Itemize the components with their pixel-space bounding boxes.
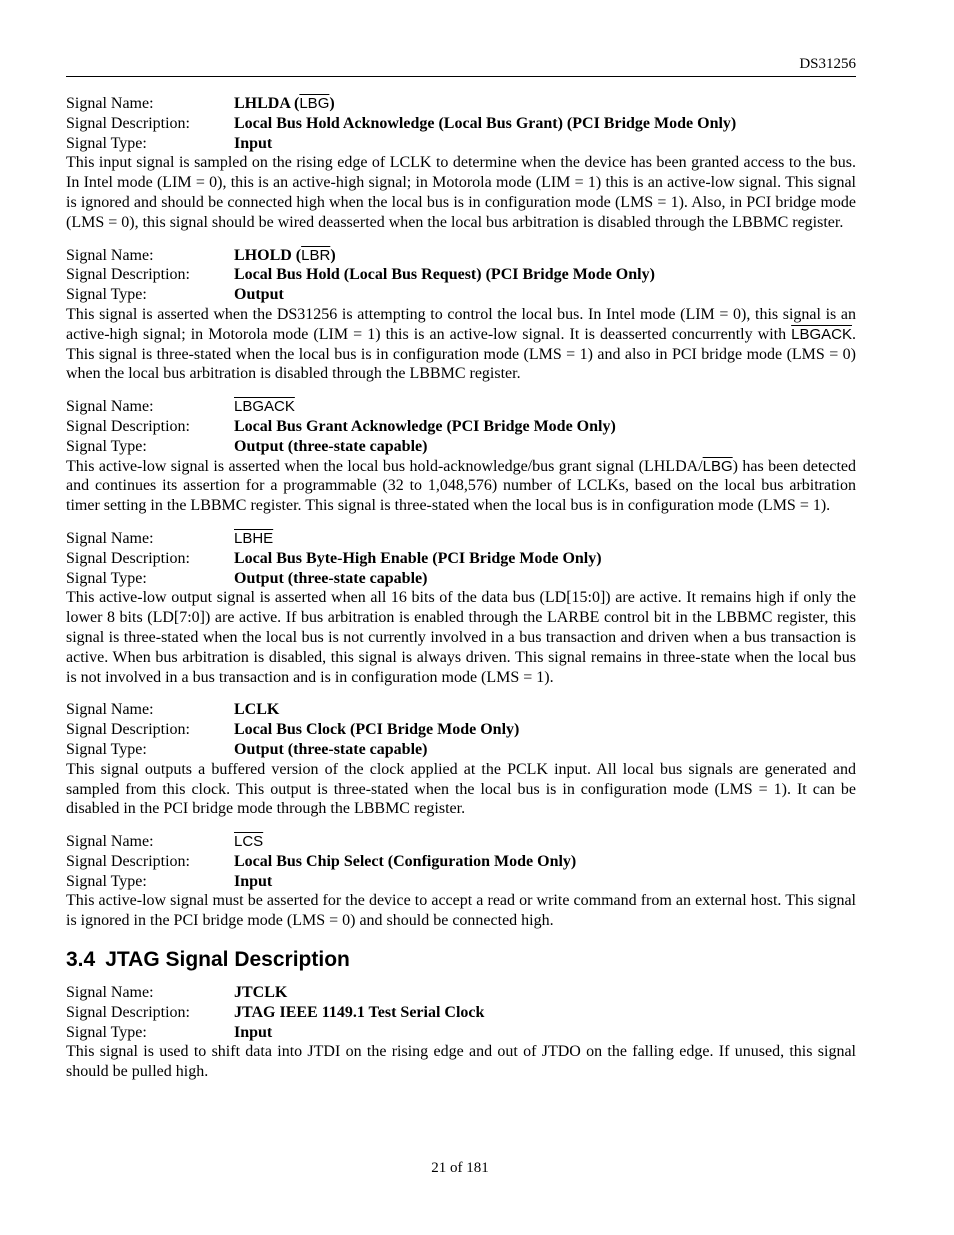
signal-description-label: Signal Description: [66,721,190,739]
signal-name-label: Signal Name: [66,984,154,1002]
signal-description-value: JTAG IEEE 1149.1 Test Serial Clock [234,1003,485,1021]
section-title: JTAG Signal Description [105,948,350,972]
signal-type-value: Output (three-state capable) [234,569,428,587]
signal-paragraph: This signal is used to shift data into JTDI on the rising edge and out of JTDO on the falling edge. If unused, this signal should be pulled high. [66,1043,856,1081]
page-number: 21 of 181 [431,1160,489,1176]
signal-type-value: Output (three-state capable) [234,740,428,758]
signal-description-value: Local Bus Clock (PCI Bridge Mode Only) [234,721,520,739]
signal-block-lhlda [66,94,856,233]
signal-paragraph: This active-low output signal is asserted when all 16 bits of the data bus (LD[15:0]) are active. It remains high if only the lower 8 bits (LD[7:0]) are active. If bus arbitration is enabled through the LARBE control bit in the LBBMC register, this signal is three-stated when the local bus is not currently involved in a bus transaction and driven when a bus transaction is active. When bus arbitration is disabled, this signal is always driven. This signal remains in three-state when the local bus is not involved in a bus transaction and is in configuration mode (LMS = 1). [66,589,856,686]
signal-description-value: Local Bus Chip Select (Configuration Mode Only) [234,852,577,870]
signal-paragraph: This signal is asserted when the DS31256 is attempting to control the local bus. In Intel mode (LIM = 0), this signal is an active-high signal; in Motorola mode (LIM = 1) this is an active-low signal. It is deasserted concurrently with LBGACK. This signal is three-stated when the local bus is in configuration mode (LMS = 1) and also in PCI bridge mode (LMS = 0) when the local bus arbitration is disabled through the LBBMC register. [66,305,856,383]
signal-description-label: Signal Description: [66,1003,190,1021]
document-id: DS31256 [799,56,856,72]
signal-type-label: Signal Type: [66,740,147,758]
signal-type-value: Output (three-state capable) [234,437,428,455]
signal-description-label: Signal Description: [66,417,190,435]
header-rule [66,76,856,77]
section-heading [66,947,856,973]
signal-description-label: Signal Description: [66,114,190,132]
signal-description-label: Signal Description: [66,266,190,284]
signal-type-label: Signal Type: [66,1023,147,1041]
signal-name-value: LCLK [234,701,280,719]
signal-description-label: Signal Description: [66,852,190,870]
signal-type-value: Input [234,1023,273,1041]
signal-name-label: Signal Name: [66,95,154,112]
signal-type-value: Input [234,872,273,890]
signal-block-lbhe [66,529,856,687]
signal-description-value: Local Bus Byte-High Enable (PCI Bridge Mode Only) [234,549,602,567]
signal-paragraph: This active-low signal must be asserted for the device to accept a read or write command from an external host. This signal is ignored in the PCI bridge mode (LMS = 0) and should be connected high. [66,892,856,930]
signal-name-label: Signal Name: [66,833,154,851]
signal-name-value: LBHE [234,529,274,547]
page-content [66,94,856,1095]
signal-block-lhold [66,246,856,385]
section-number: 3.4 [66,948,96,972]
signal-block-lclk [66,700,856,819]
signal-type-value: Input [234,134,273,152]
signal-name-label: Signal Name: [66,246,154,264]
signal-name-label: Signal Name: [66,398,154,416]
signal-name-value: JTCLK [234,984,288,1002]
signal-block-lbgack [66,397,856,516]
signal-block-lcs [66,832,856,931]
signal-paragraph: This input signal is sampled on the rising edge of LCLK to determine when the device has been granted access to the bus. In Intel mode (LIM = 0), this is an active-high signal; in Motorola mode (LIM = 1) this is an active-low signal. This signal is ignored and should be connected high when the local bus is in configuration mode (LMS = 1). Also, in PCI bridge mode (LMS = 0), this signal should be wired deasserted when the local bus arbitration is disabled through the LBBMC register. [66,154,856,231]
signal-type-label: Signal Type: [66,134,147,152]
signal-block-jtclk [66,983,856,1082]
signal-name-value: LHOLD $(\overline{LBR})$ [234,246,336,264]
signal-description-value: Local Bus Hold Acknowledge (Local Bus Grant) (PCI Bridge Mode Only) [234,114,737,132]
signal-paragraph: This active-low signal is asserted when the local bus hold-acknowledge/bus grant signal $(LHLDA/\overline{LBG})$ has been detected and continues its assertion for a programmable (32 to 1,048,576) number of LCLKs, based on the local bus arbitration timer setting in the LBBMC register. This signal is three-stated when the local bus is in configuration mode (LMS = 1). [66,457,857,515]
signal-description-value: Local Bus Grant Acknowledge (PCI Bridge Mode Only) [234,417,616,435]
signal-name-label: Signal Name: [66,701,154,719]
signal-type-label: Signal Type: [66,569,147,587]
signal-name-value: LHLDA $(\overline{LBG})$ [234,95,335,112]
signal-description-label: Signal Description: [66,549,190,567]
signal-name-label: Signal Name: [66,529,154,547]
signal-name-value: LBGACK [234,398,295,416]
signal-name-value: $\overline{LCS}$ [234,833,264,851]
signal-type-label: Signal Type: [66,286,147,304]
signal-description-value: Local Bus Hold (Local Bus Request) (PCI Bridge Mode Only) [234,266,655,284]
signal-paragraph: This signal outputs a buffered version of the clock applied at the PCLK input. All local bus signals are generated and sampled from this clock. This output is three-stated when the local bus is in configuration mode (LMS = 1). It can be disabled in the PCI bridge mode through the LBBMC register. [66,760,856,818]
signal-type-label: Signal Type: [66,437,147,455]
signal-type-label: Signal Type: [66,872,147,890]
signal-type-value: Output [234,286,284,304]
